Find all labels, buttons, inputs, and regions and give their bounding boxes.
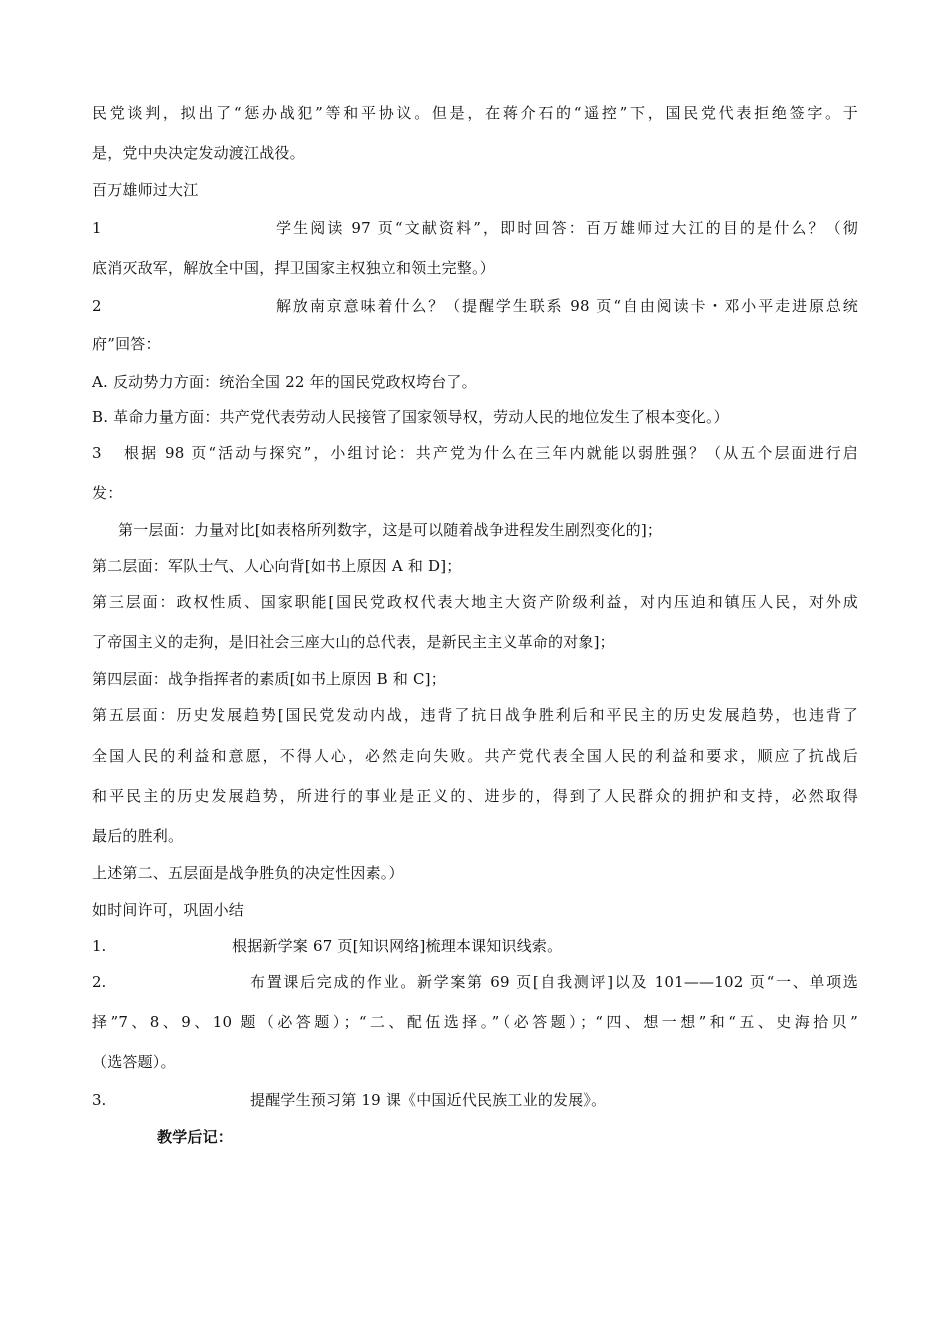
paragraph-line: 第二层面：军队士气、人心向背[如书上原因 A 和 D]； bbox=[92, 557, 462, 575]
item-number: 3. bbox=[92, 1091, 107, 1109]
paragraph-line: 第一层面：力量对比[如表格所列数字，这是可以随着战争进程发生剧烈变化的]； bbox=[118, 521, 663, 539]
paragraph-line: 发： bbox=[92, 484, 123, 502]
paragraph-line: 底消灭敌军，解放全中国，捍卫国家主权独立和领土完整。） bbox=[92, 259, 495, 277]
paragraph-line: 第三层面：政权性质、国家职能[国民党政权代表大地主大资产阶级利益，对内压迫和镇压人民，对外成 bbox=[92, 593, 858, 611]
paragraph-line: 根据新学案 67 页[知识网络]梳理本课知识线索。 bbox=[232, 937, 563, 955]
teaching-notes-heading: 教学后记： bbox=[157, 1128, 234, 1146]
paragraph-line: B. 革命力量方面：共产党代表劳动人民接管了国家领导权，劳动人民的地位发生了根本变化。） bbox=[92, 408, 729, 426]
paragraph-line: 根据 98 页“活动与探究”，小组讨论：共产党为什么在三年内就能以弱胜强？（从五个层面进行启 bbox=[124, 444, 858, 462]
paragraph-line: 全国人民的利益和意愿，不得人心，必然走向失败。共产党代表全国人民的利益和要求，顺应了抗战后 bbox=[92, 747, 858, 765]
paragraph-line: 择”7、8、9、10 题（必答题）；“二、配伍选择。”（必答题）；“四、想一想”和“五、史海拾贝” bbox=[92, 1013, 858, 1031]
paragraph-line: 学生阅读 97 页“文献资料”，即时回答：百万雄师过大江的目的是什么？（彻 bbox=[276, 219, 858, 237]
paragraph-line: 民党谈判，拟出了“惩办战犯”等和平协议。但是，在蒋介石的“遥控”下，国民党代表拒绝签字。于 bbox=[92, 104, 858, 122]
paragraph-line: 提醒学生预习第 19 课《中国近代民族工业的发展》。 bbox=[250, 1091, 607, 1109]
paragraph-line: 上述第二、五层面是战争胜负的决定性因素。） bbox=[92, 864, 404, 882]
paragraph-line: 布置课后完成的作业。新学案第 69 页[自我测评]以及 101——102 页“一、单项选 bbox=[250, 973, 858, 991]
section-heading: 如时间许可，巩固小结 bbox=[92, 901, 245, 919]
item-number: 2. bbox=[92, 973, 107, 991]
paragraph-line: 第五层面：历史发展趋势[国民党发动内战，违背了抗日战争胜利后和平民主的历史发展趋势，也违背了 bbox=[92, 706, 858, 724]
section-heading: 百万雄师过大江 bbox=[92, 181, 199, 199]
paragraph-line: 是，党中央决定发动渡江战役。 bbox=[92, 144, 305, 162]
item-number: 3 bbox=[92, 444, 102, 462]
paragraph-line: 解放南京意味着什么？（提醒学生联系 98 页“自由阅读卡・邓小平走进原总统 bbox=[276, 297, 858, 315]
paragraph-line: A. 反动势力方面：统治全国 22 年的国民党政权垮台了。 bbox=[92, 373, 477, 391]
paragraph-line: （选答题）。 bbox=[92, 1053, 176, 1071]
item-number: 1 bbox=[92, 219, 102, 237]
paragraph-line: 和平民主的历史发展趋势，所进行的事业是正义的、进步的，得到了人民群众的拥护和支持，必然取得 bbox=[92, 787, 858, 805]
paragraph-line: 府”回答： bbox=[92, 335, 161, 353]
item-number: 2 bbox=[92, 297, 102, 315]
paragraph-line: 最后的胜利。 bbox=[92, 827, 184, 845]
paragraph-line: 了帝国主义的走狗，是旧社会三座大山的总代表，是新民主主义革命的对象]； bbox=[92, 633, 615, 651]
paragraph-line: 第四层面：战争指挥者的素质[如书上原因 B 和 C]； bbox=[92, 670, 446, 688]
item-number: 1. bbox=[92, 937, 107, 955]
